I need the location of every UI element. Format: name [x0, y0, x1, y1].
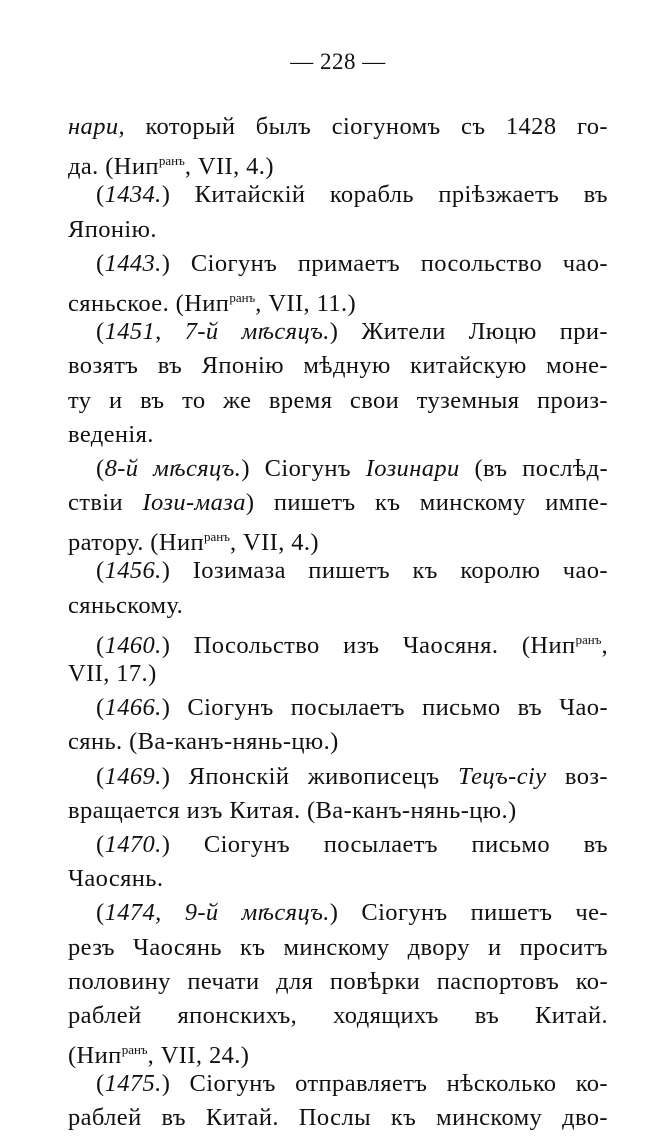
text-segment: (Нип	[68, 1042, 122, 1070]
text-segment: (	[96, 318, 105, 346]
italic-text: 1443.	[104, 249, 162, 277]
text-segment: (	[96, 181, 105, 209]
text-segment: (	[96, 762, 105, 790]
text-line	[68, 691, 608, 725]
text-line	[68, 760, 608, 794]
text-line	[68, 589, 608, 623]
page-number: — 228 —	[290, 49, 386, 74]
text-segment: (	[96, 454, 105, 482]
superscript-text: ранъ	[575, 631, 602, 647]
text-line	[68, 999, 608, 1033]
italic-text: 1470.	[104, 830, 162, 858]
text-segment: (	[96, 899, 105, 927]
italic-text: нари,	[68, 113, 126, 140]
text-line	[68, 110, 608, 144]
text-segment: , VII, 11.)	[255, 289, 357, 317]
text-segment: да. (Нип	[68, 153, 159, 181]
text-segment: (	[96, 694, 105, 722]
text-line	[68, 794, 608, 828]
text-segment: ) Сіогунъ посылаетъ письмо въ	[161, 830, 608, 858]
text-segment: ) Сіогунъ	[241, 454, 366, 482]
text-segment: половину печати для повѣрки паспортовъ ко-	[68, 967, 608, 995]
text-line	[68, 828, 608, 862]
text-segment: возятъ въ Японію мѣдную китайскую моне-	[68, 352, 608, 380]
italic-text: 1466.	[104, 694, 162, 722]
text-segment: сяньскому.	[68, 591, 184, 619]
text-line	[68, 452, 608, 486]
text-segment: сяньское. (Нип	[68, 289, 230, 317]
text-segment: (	[96, 631, 105, 659]
text-segment: ) пишетъ къ минскому импе-	[245, 489, 608, 517]
page-text-body	[68, 110, 608, 1136]
italic-text: Тецъ-сіу	[457, 762, 547, 790]
text-line	[68, 247, 608, 281]
text-segment: ) Китайскій корабль пріѣзжаетъ въ	[161, 181, 608, 209]
text-segment: , VII, 24.)	[147, 1042, 250, 1070]
book-page	[68, 46, 608, 1136]
italic-text: 1460.	[104, 631, 162, 659]
italic-text: 1434.	[104, 181, 162, 209]
text-line	[68, 520, 608, 557]
text-segment: вращается изъ Китая. (Ва-канъ-нянь-цю.)	[68, 796, 517, 824]
text-segment: воз-	[546, 762, 608, 790]
text-segment: ) Сіогунъ посылаетъ письмо въ Чао-	[161, 694, 608, 722]
text-line	[68, 418, 608, 452]
text-segment: ) Іозимаза пишетъ къ королю чао-	[161, 557, 608, 585]
text-segment: раблей въ Китай. Послы къ минскому дво-	[68, 1104, 608, 1132]
text-line	[68, 178, 608, 212]
text-line	[68, 384, 608, 418]
text-segment: Японію.	[68, 215, 157, 243]
text-line	[68, 862, 608, 896]
text-line	[68, 486, 608, 520]
text-segment: ) Посольство изъ Чаосяня. (Нип	[161, 631, 576, 659]
text-segment: , VII, 4.)	[229, 529, 319, 557]
text-segment: ) Сіогунъ пишетъ че-	[329, 899, 608, 927]
text-segment: (	[96, 1070, 105, 1098]
text-segment: Чаосянь.	[68, 865, 164, 893]
text-segment: (	[96, 249, 105, 277]
text-segment: (	[96, 557, 105, 585]
text-line	[68, 1067, 608, 1101]
text-segment: раблей японскихъ, ходящихъ въ Китай.	[68, 1001, 608, 1029]
text-line	[68, 1101, 608, 1135]
italic-text: Іози-маза	[142, 489, 246, 517]
text-segment: ствіи	[68, 489, 143, 517]
text-segment: ,	[601, 631, 608, 659]
text-segment: ) Жители Люцю при-	[329, 318, 608, 346]
superscript-text: ранъ	[158, 153, 185, 169]
text-line	[68, 281, 608, 315]
italic-text: 1475.	[104, 1070, 162, 1098]
text-line	[68, 965, 608, 999]
text-line	[68, 623, 608, 657]
text-segment: VII, 17.)	[68, 660, 157, 687]
text-line	[68, 213, 608, 247]
text-segment: (въ послѣд-	[459, 454, 609, 482]
text-line	[68, 1033, 608, 1070]
italic-text: 8-й мѣсяцъ.	[104, 454, 242, 482]
italic-text: Іозинари	[365, 454, 460, 482]
text-segment: ) Сіогунъ примаетъ посольство чао-	[161, 249, 608, 277]
italic-text: 1456.	[104, 557, 162, 585]
text-segment: веденія.	[68, 420, 154, 448]
text-line	[68, 657, 608, 691]
text-line	[68, 725, 608, 759]
superscript-text: ранъ	[229, 289, 256, 305]
text-segment: ратору. (Нип	[68, 529, 204, 557]
text-line	[68, 144, 608, 181]
text-segment: ) Сіогунъ отправляетъ нѣсколько ко-	[161, 1070, 608, 1098]
text-segment: , VII, 4.)	[184, 153, 274, 181]
italic-text: 1469.	[104, 762, 162, 790]
superscript-text: ранъ	[203, 529, 230, 545]
text-line	[68, 931, 608, 965]
text-line	[68, 349, 608, 383]
italic-text: 1451, 7-й мѣсяцъ.	[104, 318, 330, 346]
text-segment: сянь. (Ва-канъ-нянь-цю.)	[68, 728, 339, 756]
text-line	[68, 896, 608, 930]
text-segment: ту и въ то же время свои туземныя произ-	[68, 386, 608, 414]
text-segment: резъ Чаосянь къ минскому двору и проситъ	[68, 933, 608, 961]
text-line	[68, 315, 608, 349]
superscript-text: ранъ	[121, 1042, 148, 1058]
text-segment: (	[96, 830, 105, 858]
text-line	[68, 554, 608, 588]
text-segment: ) Японскій живописецъ	[161, 762, 458, 790]
italic-text: 1474, 9-й мѣсяцъ.	[104, 899, 330, 927]
text-segment: который былъ сіогуномъ съ 1428 го-	[125, 113, 608, 140]
